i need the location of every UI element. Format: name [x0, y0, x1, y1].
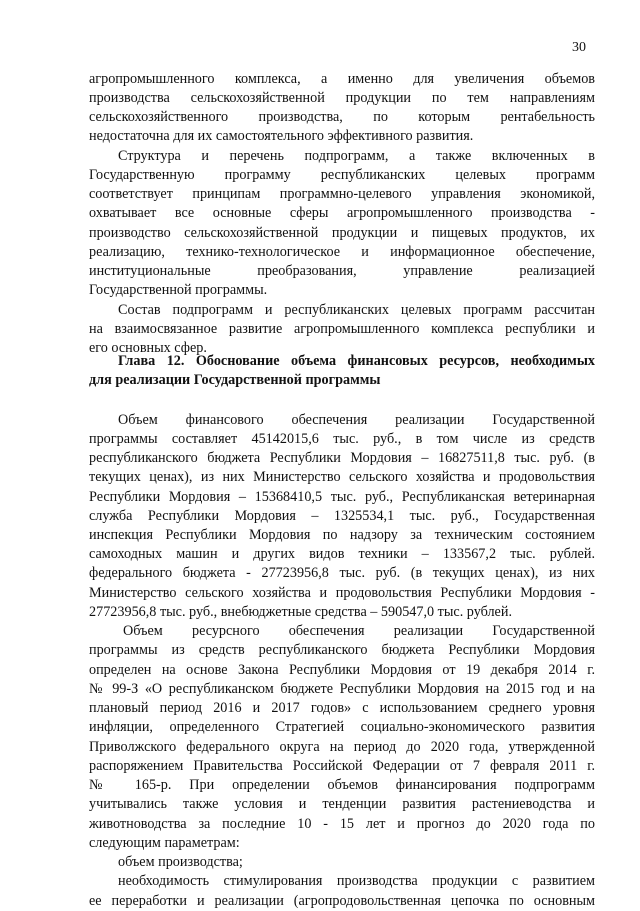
text-line: Структура и перечень подпрограмм, а также включенных в [118, 148, 595, 164]
text-line: Объем ресурсного обеспечения реализации Государственной [123, 623, 595, 639]
text-line: 27723956,8 тыс. руб., внебюджетные средства – 590547,0 тыс. рублей. [89, 604, 512, 620]
text-line: реализацию, технико-технологическое и информационное обеспечение, [89, 244, 595, 260]
text-line: сельскохозяйственного производства, по которым рентабельность [89, 109, 595, 125]
text-line: республиканского бюджета Республики Мордовия – 16827511,8 тыс. руб. (в [89, 450, 595, 466]
text-line: Министерство сельского хозяйства и продовольствия Республики Мордовия - [89, 585, 595, 601]
text-line: федерального бюджета - 27723956,8 тыс. руб. (в текущих ценах), из них [89, 565, 595, 581]
text-line: программы составляет 45142015,6 тыс. руб., в том числе из средств [89, 431, 595, 447]
chapter-heading: для реализации Государственной программы [89, 372, 381, 388]
text-line: объем производства; [118, 854, 243, 870]
text-line: производство сельскохозяйственной продукции и пищевых продуктов, их [89, 225, 595, 241]
text-line: Приволжского федерального округа на период до 2020 года, утвержденной [89, 739, 595, 755]
text-line: производства сельскохозяйственной продукции по тем направлениям [89, 90, 595, 106]
text-line: Состав подпрограмм и республиканских целевых программ рассчитан [118, 302, 595, 318]
text-line: Объем финансового обеспечения реализации Государственной [118, 412, 595, 428]
text-line: инфляции, определенного Стратегией социально-экономического развития [89, 719, 595, 735]
text-line: на взаимосвязанное развитие агропромышленного комплекса республики и [89, 321, 595, 337]
text-line: его основных сфер. [89, 340, 207, 356]
chapter-heading: Глава 12. Обоснование объема финансовых ресурсов, необходимых [118, 353, 595, 369]
text-line: программы из средств республиканского бюджета Республики Мордовия [89, 642, 595, 658]
text-line: Государственную программу республиканских целевых программ [89, 167, 595, 183]
text-line: распоряжением Правительства Российской Федерации от 7 февраля 2011 г. [89, 758, 595, 774]
text-line: учитывались также условия и тенденции развития растениеводства и [89, 796, 595, 812]
text-line: Государственной программы. [89, 282, 268, 298]
text-line: ее переработки и реализации (агропродовольственная цепочка по основным [89, 893, 595, 909]
text-line: инспекция Республики Мордовия по надзору за техническим состоянием [89, 527, 595, 543]
text-line: № 99-З «О республиканском бюджете Республики Мордовия на 2015 год и на [89, 681, 595, 697]
text-line: определен на основе Закона Республики Мордовия от 19 декабря 2014 г. [89, 662, 595, 678]
text-line: институциональные преобразования, управление реализацией [89, 263, 595, 279]
text-line: недостаточна для их самостоятельного эффективного развития. [89, 128, 474, 144]
text-line: необходимость стимулирования производства продукции с развитием [118, 873, 595, 889]
page-number: 30 [572, 40, 586, 55]
text-line: животноводства за последние 10 - 15 лет и прогноз до 2020 года по [89, 816, 595, 832]
text-line: следующим параметрам: [89, 835, 240, 851]
text-line: агропромышленного комплекса, а именно для увеличения объемов [89, 71, 595, 87]
text-line: № 165-р. При определении объемов финансирования подпрограмм [89, 777, 595, 793]
text-line: служба Республики Мордовия – 1325534,1 тыс. руб., Государственная [89, 508, 595, 524]
text-line: Республики Мордовия – 15368410,5 тыс. руб., Республиканская ветеринарная [89, 489, 595, 505]
text-line: плановый период 2016 и 2017 годов» с использованием среднего уровня [89, 700, 595, 716]
text-line: охватывает все основные сферы агропромышленного производства - [89, 205, 595, 221]
text-line: самоходных машин и других видов техники – 133567,2 тыс. рублей. [89, 546, 595, 562]
text-line: соответствует принципам программно-целевого управления экономикой, [89, 186, 595, 202]
text-line: текущих ценах), из них Министерство сельского хозяйства и продовольствия [89, 469, 595, 485]
